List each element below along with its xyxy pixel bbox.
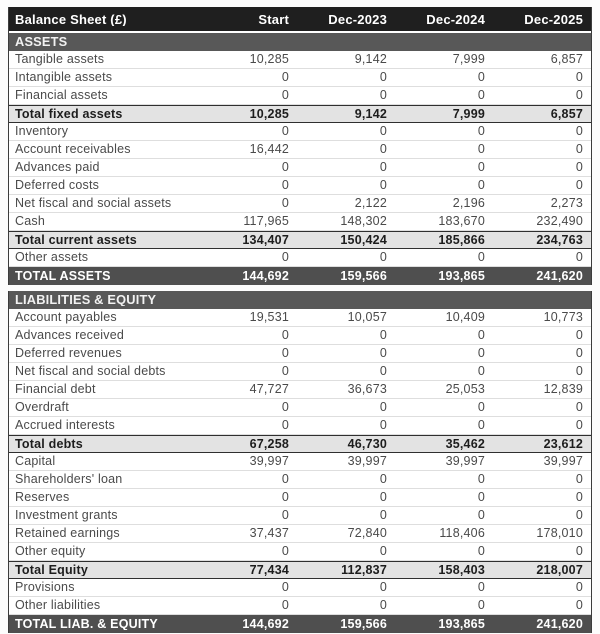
table-row xyxy=(9,345,591,363)
cell-value: 9,142 xyxy=(354,106,387,121)
table-row xyxy=(9,87,591,105)
cell-value: 193,865 xyxy=(438,616,485,631)
table-row xyxy=(9,597,591,615)
row-label: Other equity xyxy=(15,545,86,558)
cell-value: 0 xyxy=(575,598,583,613)
section-header-row xyxy=(9,291,591,309)
row-label: Account receivables xyxy=(15,143,131,156)
cell-value: 0 xyxy=(477,580,485,595)
table-row xyxy=(9,489,591,507)
table-row xyxy=(9,543,591,561)
cell-value: 0 xyxy=(575,160,583,175)
subtotal-row xyxy=(9,231,591,249)
cell-value: 46,730 xyxy=(347,436,387,451)
cell-value: 0 xyxy=(575,364,583,379)
cell-value: 2,122 xyxy=(354,196,387,211)
row-label: Reserves xyxy=(15,491,70,504)
cell-value: 0 xyxy=(379,346,387,361)
table-row xyxy=(9,141,591,159)
cell-value: 0 xyxy=(477,70,485,85)
cell-value: 0 xyxy=(281,196,289,211)
cell-value: 39,997 xyxy=(445,454,485,469)
cell-value: 112,837 xyxy=(341,562,387,577)
cell-value: 0 xyxy=(281,418,289,433)
row-label: Total Equity xyxy=(15,563,88,577)
table-row xyxy=(9,195,591,213)
cell-value: 25,053 xyxy=(445,382,485,397)
cell-value: 6,857 xyxy=(550,106,583,121)
table-row xyxy=(9,51,591,69)
cell-value: 0 xyxy=(281,364,289,379)
cell-value: 39,997 xyxy=(249,454,289,469)
cell-value: 0 xyxy=(477,124,485,139)
row-label: TOTAL ASSETS xyxy=(15,269,111,283)
cell-value: 47,727 xyxy=(249,382,289,397)
row-label: Intangible assets xyxy=(15,71,113,84)
cell-value: 37,437 xyxy=(249,526,289,541)
cell-value: 0 xyxy=(575,124,583,139)
column-header-dec-2023: Dec-2023 xyxy=(328,11,387,27)
table-body xyxy=(9,33,591,633)
cell-value: 0 xyxy=(281,598,289,613)
cell-value: 23,612 xyxy=(543,436,583,451)
cell-value: 0 xyxy=(477,364,485,379)
row-label: Total fixed assets xyxy=(15,107,123,121)
cell-value: 77,434 xyxy=(249,562,289,577)
cell-value: 0 xyxy=(379,124,387,139)
cell-value: 0 xyxy=(281,508,289,523)
row-label: Financial debt xyxy=(15,383,96,396)
cell-value: 0 xyxy=(477,400,485,415)
cell-value: 0 xyxy=(477,508,485,523)
cell-value: 0 xyxy=(281,70,289,85)
table-row xyxy=(9,579,591,597)
table-row xyxy=(9,507,591,525)
cell-value: 2,196 xyxy=(452,196,485,211)
cell-value: 10,285 xyxy=(249,52,289,67)
row-label: Cash xyxy=(15,215,45,228)
cell-value: 183,670 xyxy=(438,214,485,229)
table-row xyxy=(9,309,591,327)
row-label: LIABILITIES & EQUITY xyxy=(15,293,157,307)
row-label: Tangible assets xyxy=(15,53,105,66)
cell-value: 0 xyxy=(379,418,387,433)
cell-value: 0 xyxy=(575,70,583,85)
cell-value: 0 xyxy=(575,346,583,361)
row-label: Net fiscal and social assets xyxy=(15,197,172,210)
cell-value: 0 xyxy=(379,160,387,175)
cell-value: 10,057 xyxy=(347,310,387,325)
cell-value: 0 xyxy=(281,178,289,193)
cell-value: 6,857 xyxy=(550,52,583,67)
table-row xyxy=(9,381,591,399)
cell-value: 0 xyxy=(477,598,485,613)
cell-value: 144,692 xyxy=(242,268,289,283)
cell-value: 0 xyxy=(477,88,485,103)
row-label: Investment grants xyxy=(15,509,118,522)
row-label: Total current assets xyxy=(15,233,137,247)
column-header-start: Start xyxy=(258,11,289,27)
row-label: Other liabilities xyxy=(15,599,101,612)
cell-value: 178,010 xyxy=(536,526,583,541)
cell-value: 0 xyxy=(379,364,387,379)
cell-value: 0 xyxy=(575,472,583,487)
cell-value: 158,403 xyxy=(438,562,485,577)
cell-value: 159,566 xyxy=(340,268,387,283)
cell-value: 185,866 xyxy=(438,232,485,247)
cell-value: 0 xyxy=(575,142,583,157)
cell-value: 10,285 xyxy=(249,106,289,121)
row-label: Overdraft xyxy=(15,401,69,414)
table-row xyxy=(9,525,591,543)
row-label: ASSETS xyxy=(15,35,68,49)
row-label: TOTAL LIAB. & EQUITY xyxy=(15,617,158,631)
cell-value: 0 xyxy=(477,544,485,559)
row-label: Advances received xyxy=(15,329,125,342)
cell-value: 0 xyxy=(477,490,485,505)
cell-value: 234,763 xyxy=(536,232,583,247)
cell-value: 7,999 xyxy=(452,106,485,121)
table-row xyxy=(9,177,591,195)
cell-value: 0 xyxy=(477,418,485,433)
cell-value: 0 xyxy=(379,400,387,415)
cell-value: 0 xyxy=(281,400,289,415)
row-label: Provisions xyxy=(15,581,75,594)
subtotal-row xyxy=(9,435,591,453)
cell-value: 193,865 xyxy=(438,268,485,283)
cell-value: 0 xyxy=(477,160,485,175)
table-row xyxy=(9,327,591,345)
cell-value: 0 xyxy=(379,598,387,613)
cell-value: 0 xyxy=(379,490,387,505)
subtotal-row xyxy=(9,561,591,579)
cell-value: 0 xyxy=(281,328,289,343)
cell-value: 0 xyxy=(575,400,583,415)
cell-value: 0 xyxy=(477,346,485,361)
cell-value: 16,442 xyxy=(249,142,289,157)
cell-value: 0 xyxy=(379,580,387,595)
row-label: Net fiscal and social debts xyxy=(15,365,166,378)
table-row xyxy=(9,123,591,141)
cell-value: 0 xyxy=(575,88,583,103)
cell-value: 0 xyxy=(281,250,289,265)
table-row xyxy=(9,363,591,381)
cell-value: 134,407 xyxy=(242,232,289,247)
cell-value: 39,997 xyxy=(543,454,583,469)
cell-value: 39,997 xyxy=(347,454,387,469)
cell-value: 12,839 xyxy=(543,382,583,397)
cell-value: 0 xyxy=(281,544,289,559)
cell-value: 0 xyxy=(281,124,289,139)
grand-total-row xyxy=(9,615,591,633)
cell-value: 0 xyxy=(477,142,485,157)
cell-value: 0 xyxy=(477,472,485,487)
table-row xyxy=(9,453,591,471)
subtotal-row xyxy=(9,105,591,123)
cell-value: 0 xyxy=(575,490,583,505)
cell-value: 0 xyxy=(281,346,289,361)
column-header-dec-2024: Dec-2024 xyxy=(426,11,485,27)
cell-value: 0 xyxy=(281,88,289,103)
cell-value: 0 xyxy=(281,580,289,595)
table-title: Balance Sheet (£) xyxy=(15,12,127,26)
table-header-row xyxy=(9,7,591,31)
row-label: Account payables xyxy=(15,311,117,324)
table-row xyxy=(9,417,591,435)
cell-value: 0 xyxy=(379,178,387,193)
row-label: Deferred costs xyxy=(15,179,100,192)
cell-value: 0 xyxy=(379,250,387,265)
row-label: Total debts xyxy=(15,437,83,451)
cell-value: 67,258 xyxy=(249,436,289,451)
row-label: Deferred revenues xyxy=(15,347,122,360)
cell-value: 241,620 xyxy=(536,268,583,283)
row-label: Capital xyxy=(15,455,56,468)
cell-value: 0 xyxy=(575,508,583,523)
cell-value: 10,773 xyxy=(543,310,583,325)
row-label: Accrued interests xyxy=(15,419,115,432)
row-label: Financial assets xyxy=(15,89,108,102)
table-row xyxy=(9,471,591,489)
grand-total-row xyxy=(9,267,591,285)
row-label: Retained earnings xyxy=(15,527,120,540)
table-row xyxy=(9,213,591,231)
cell-value: 150,424 xyxy=(340,232,387,247)
cell-value: 10,409 xyxy=(445,310,485,325)
cell-value: 2,273 xyxy=(550,196,583,211)
cell-value: 0 xyxy=(379,544,387,559)
cell-value: 241,620 xyxy=(536,616,583,631)
cell-value: 0 xyxy=(281,160,289,175)
cell-value: 0 xyxy=(575,418,583,433)
cell-value: 36,673 xyxy=(347,382,387,397)
section-header-row xyxy=(9,33,591,51)
cell-value: 0 xyxy=(379,70,387,85)
cell-value: 0 xyxy=(575,544,583,559)
row-label: Other assets xyxy=(15,251,89,264)
cell-value: 0 xyxy=(575,250,583,265)
cell-value: 0 xyxy=(379,508,387,523)
cell-value: 218,007 xyxy=(536,562,583,577)
table-row xyxy=(9,399,591,417)
cell-value: 19,531 xyxy=(249,310,289,325)
cell-value: 0 xyxy=(477,328,485,343)
cell-value: 0 xyxy=(379,142,387,157)
row-label: Shareholders' loan xyxy=(15,473,123,486)
cell-value: 0 xyxy=(379,472,387,487)
table-row xyxy=(9,249,591,267)
cell-value: 0 xyxy=(575,580,583,595)
cell-value: 0 xyxy=(379,88,387,103)
cell-value: 0 xyxy=(575,328,583,343)
cell-value: 0 xyxy=(477,178,485,193)
cell-value: 0 xyxy=(477,250,485,265)
cell-value: 159,566 xyxy=(340,616,387,631)
cell-value: 118,406 xyxy=(439,526,485,541)
cell-value: 144,692 xyxy=(242,616,289,631)
cell-value: 7,999 xyxy=(452,52,485,67)
cell-value: 72,840 xyxy=(347,526,387,541)
row-label: Advances paid xyxy=(15,161,100,174)
cell-value: 9,142 xyxy=(354,52,387,67)
cell-value: 0 xyxy=(281,472,289,487)
cell-value: 117,965 xyxy=(243,214,289,229)
table-row xyxy=(9,159,591,177)
table-row xyxy=(9,69,591,87)
row-label: Inventory xyxy=(15,125,69,138)
cell-value: 0 xyxy=(379,328,387,343)
cell-value: 232,490 xyxy=(536,214,583,229)
cell-value: 35,462 xyxy=(445,436,485,451)
column-header-dec-2025: Dec-2025 xyxy=(524,11,583,27)
cell-value: 148,302 xyxy=(340,214,387,229)
balance-sheet-table xyxy=(8,7,592,633)
cell-value: 0 xyxy=(281,490,289,505)
cell-value: 0 xyxy=(575,178,583,193)
